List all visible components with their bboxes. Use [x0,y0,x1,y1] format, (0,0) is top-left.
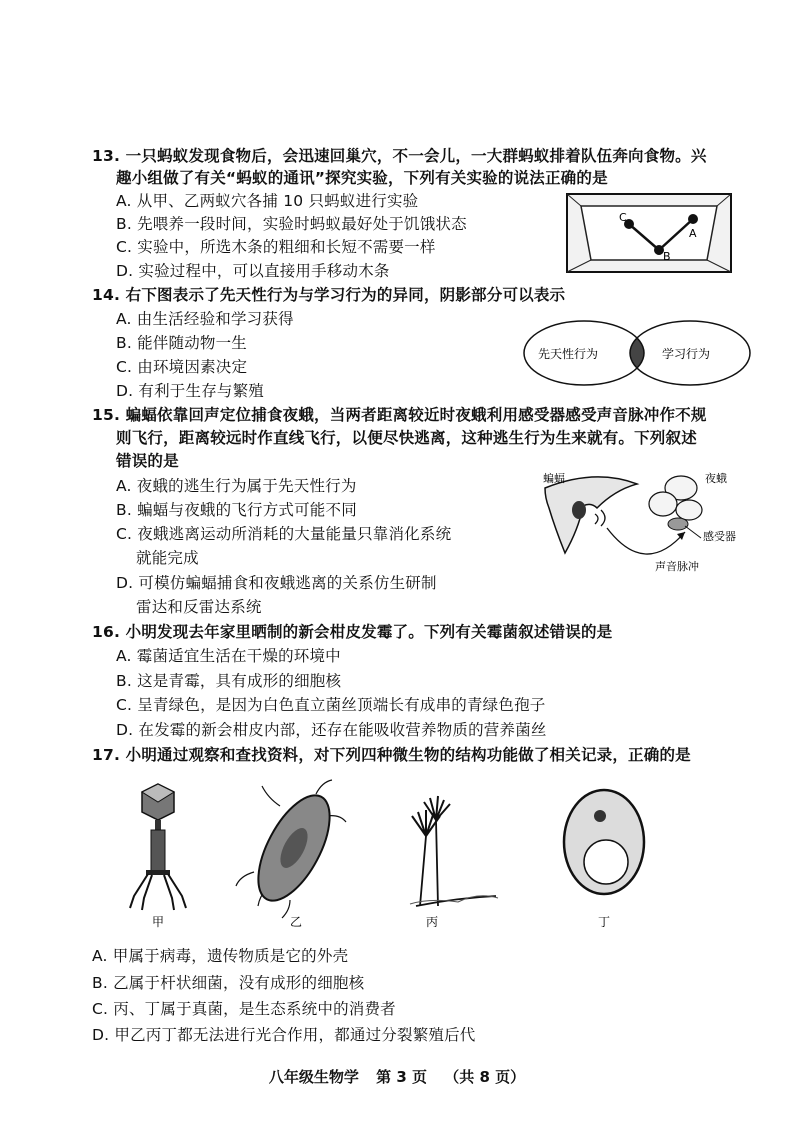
q16-option-a: A. 霉菌适宜生活在干燥的环境中 [116,647,341,665]
moth-label: 夜蛾 [705,472,727,485]
q13-option-d: D. 实验过程中，可以直接用手移动木条 [116,262,390,280]
venn-diagram [522,318,754,388]
q14-option-b: B. 能伴随动物一生 [116,334,247,352]
q15-stem-line3: 错误的是 [116,452,179,470]
label-c: C [619,211,627,224]
mold-penicillium [410,796,498,906]
q17-option-a: A. 甲属于病毒，遗传物质是它的外壳 [92,947,349,965]
q16-option-c: C. 呈青绿色，是因为白色直立菌丝顶端长有成串的青绿色孢子 [116,696,546,714]
moth-wing-left [649,492,677,516]
q14-option-d: D. 有利于生存与繁殖 [116,382,264,400]
q17-option-c: C. 丙、丁属于真菌，是生态系统中的消费者 [92,1000,396,1018]
q13-stem-line1: 13. 一只蚂蚁发现食物后，会迅速回巢穴，不一会儿，一大群蚂蚁排着队伍奔向食物。兴 [92,147,707,165]
q16-option-d: D. 在发霉的新会柑皮内部，还存在能吸收营养物质的营养菌丝 [116,721,547,739]
q16-stem: 16. 小明发现去年家里晒制的新会柑皮发霉了。下列有关霉菌叙述错误的是 [92,623,613,641]
ant-experiment-figure [565,190,735,278]
venn-left-label: 先天性行为 [538,347,599,361]
page-footer [0,1066,794,1087]
moth-body [668,518,688,530]
footer-total: （共 8 页） [444,1068,526,1086]
q15-stem-line2: 则飞行，距离较远时作直线飞行，以便尽快逃离，这种逃生行为生来就有。下列叙述 [116,429,697,447]
q13-option-a: A. 从甲、乙两蚁穴各捕 10 只蚂蚁进行实验 [116,192,419,210]
q17-stem: 17. 小明通过观察和查找资料，对下列四种微生物的结构功能做了相关记录，正确的是 [92,746,691,764]
q13-option-c: C. 实验中，所选木条的粗细和长短不需要一样 [116,238,436,256]
rod-bacterium [236,780,346,918]
label-yi: 乙 [290,915,303,929]
q15-option-b: B. 蝙蝠与夜蛾的飞行方式可能不同 [116,501,357,519]
q15-stem-line1: 15. 蝙蝠依靠回声定位捕食夜蛾，当两者距离较近时夜蛾利用感受器感受声音脉冲作不规 [92,406,707,424]
label-ding: 丁 [598,915,611,929]
q14-stem: 14. 右下图表示了先天性行为与学习行为的异同，阴影部分可以表示 [92,286,566,304]
moth-wing-right [676,500,702,520]
sound-waves [595,510,605,526]
q15-option-d-cont: 雷达和反雷达系统 [136,598,262,616]
q14-option-c: C. 由环境因素决定 [116,358,248,376]
microorganisms-figure [120,776,680,934]
bat-wing [545,477,637,553]
q15-option-a: A. 夜蛾的逃生行为属于先天性行为 [116,477,357,495]
q14-option-a: A. 由生活经验和学习获得 [116,310,294,328]
pulse-arrow [607,528,685,554]
q13-stem-line2: 趣小组做了有关“蚂蚁的通讯”探究实验，下列有关实验的说法正确的是 [116,169,608,187]
footer-page: 第 3 页 [376,1068,427,1086]
q15-option-d: D. 可模仿蝙蝠捕食和夜蛾逃离的关系仿生研制 [116,574,437,592]
pulse-label: 声音脉冲 [655,560,699,573]
q17-option-b: B. 乙属于杆状细菌，没有成形的细胞核 [92,974,365,992]
bacteriophage [130,784,186,910]
q16-option-b: B. 这是青霉，具有成形的细胞核 [116,672,342,690]
footer-subject: 八年级生物学 [268,1068,359,1086]
label-b: B [663,250,671,263]
q15-option-c: C. 夜蛾逃离运动所消耗的大量能量只靠消化系统 [116,525,452,543]
tray-inner [581,206,717,260]
q15-option-c-cont: 就能完成 [136,549,199,567]
q13-option-b: B. 先喂养一段时间，实验时蚂蚁最好处于饥饿状态 [116,215,467,233]
q17-option-d: D. 甲乙丙丁都无法进行光合作用，都通过分裂繁殖后代 [92,1026,476,1044]
label-a: A [689,227,697,240]
venn-right-label: 学习行为 [662,347,711,361]
sensor-label: 感受器 [703,530,736,543]
label-bing: 丙 [426,915,439,929]
bat-moth-figure [535,468,760,580]
bat-label: 蝙蝠 [543,472,565,485]
label-jia: 甲 [152,915,165,929]
yeast-cell [564,790,644,894]
bat-body [572,501,586,519]
